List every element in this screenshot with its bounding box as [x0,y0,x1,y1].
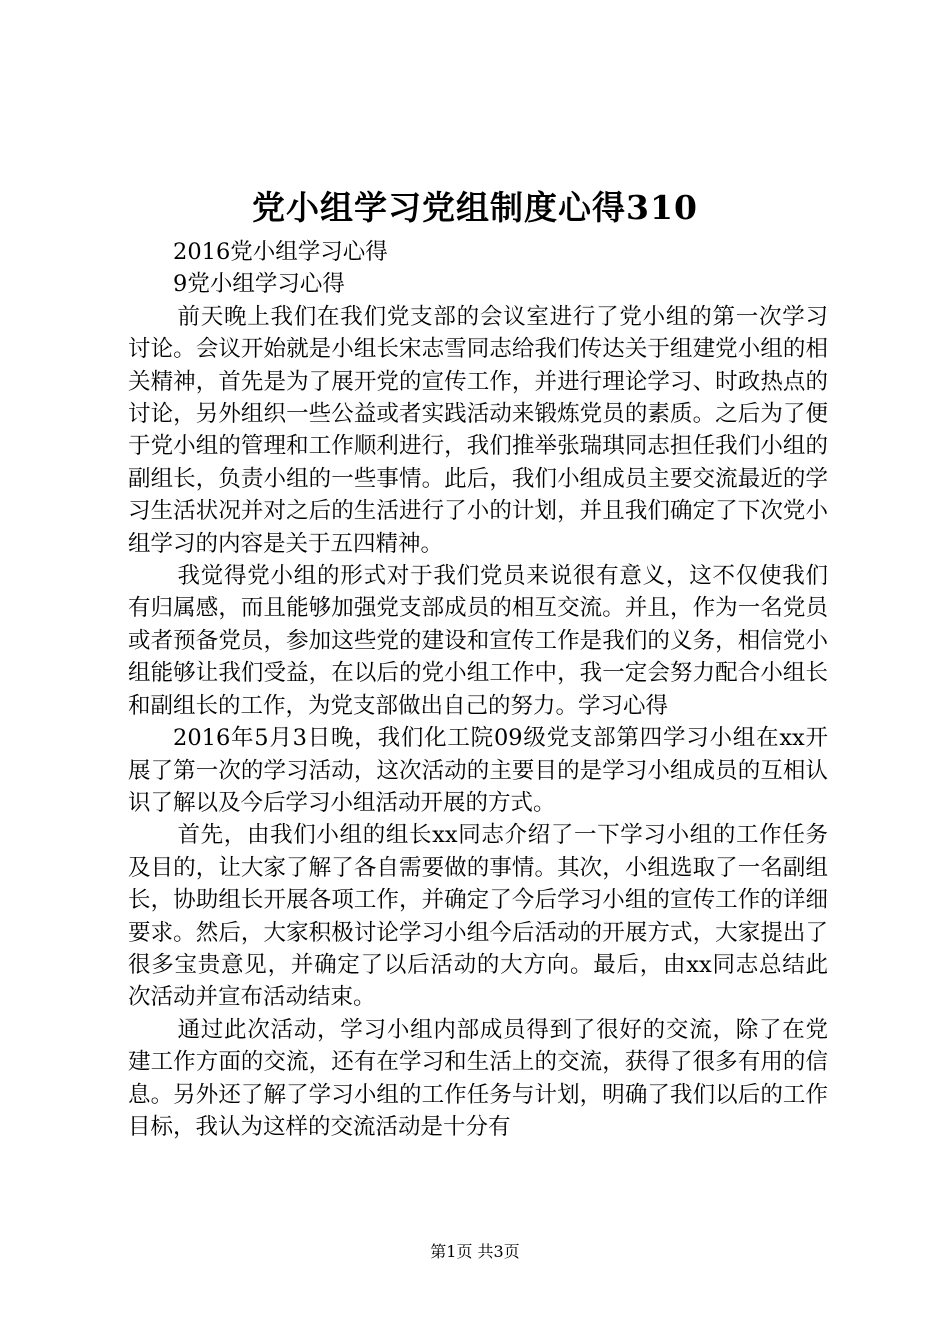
paragraph-4: 首先，由我们小组的组长xx同志介绍了一下学习小组的工作任务及目的，让大家了解了各自需要做的事情。其次，小组选取了一名副组长，协助组长开展各项工作，并确定了今后学习小组的宣传工作的详细要求。然后，大家积极讨论学习小组今后活动的开展方式，大家提出了很多宝贵意见，并确定了以后活动的大方向。最后，由xx同志总结此次活动并宣布活动结束。 [128,822,828,1011]
paragraph-5: 通过此次活动，学习小组内部成员得到了很好的交流，除了在党建工作方面的交流，还有在学习和生活上的交流，获得了很多有用的信息。另外还了解了学习小组的工作任务与计划，明确了我们以后的工作目标，我认为这样的交流活动是十分有 [128,1016,828,1140]
paragraph-2: 我觉得党小组的形式对于我们党员来说很有意义，这不仅使我们有归属感，而且能够加强党支部成员的相互交流。并且，作为一名党员或者预备党员，参加这些党的建设和宣传工作是我们的义务，相信党小组能够让我们受益，在以后的党小组工作中，我一定会努力配合小组长和副组长的工作，为党支部做出自己的努力。学习心得 [128,563,828,719]
document-body [128,236,828,1143]
paragraph-heading-2: 9党小组学习心得 [173,271,345,298]
paragraph-3: 2016年5月3日晚，我们化工院09级党支部第四学习小组在xx开展了第一次的学习活动，这次活动的主要目的是学习小组成员的互相认识了解以及今后学习小组活动开展的方式。 [128,725,828,816]
page-footer: 第1页 共3页 [430,1242,520,1261]
paragraph-heading-1: 2016党小组学习心得 [173,239,388,265]
paragraph-1: 前天晚上我们在我们党支部的会议室进行了党小组的第一次学习讨论。会议开始就是小组长宋志雪同志给我们传达关于组建党小组的相关精神，首先是为了展开党的宣传工作，并进行理论学习、时政热点的讨论，另外组织一些公益或者实践活动来锻炼党员的素质。之后为了便于党小组的管理和工作顺利进行，我们推举张瑞琪同志担任我们小组的副组长，负责小组的一些事情。此后，我们小组成员主要交流最近的学习生活状况并对之后的生活进行了小的计划，并且我们确定了下次党小组学习的内容是关于五四精神。 [128,303,828,557]
document-title: 党小组学习党组制度心得310 [252,188,698,227]
